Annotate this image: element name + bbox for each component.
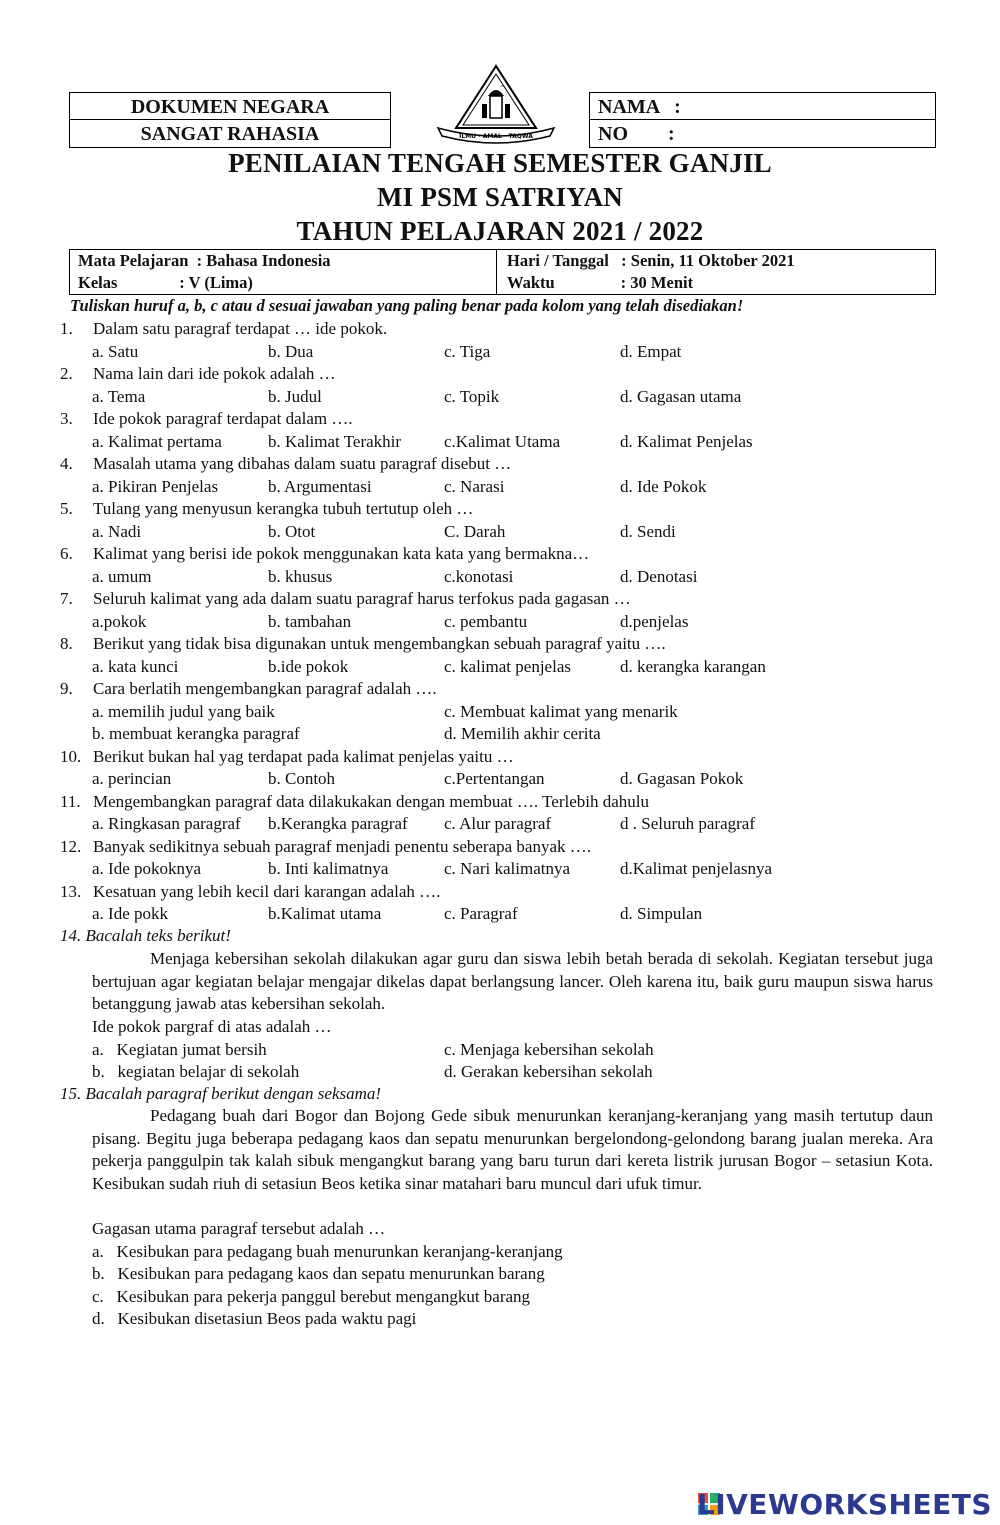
q9-option-b[interactable]: b. membuat kerangka paragraf xyxy=(92,724,300,743)
q14-option-c[interactable]: c. Menjaga kebersihan sekolah xyxy=(444,1040,654,1059)
liveworksheets-watermark[interactable]: LIVEWORKSHEETS xyxy=(696,1488,992,1521)
q11-option-c[interactable]: c. Alur paragraf xyxy=(444,814,552,833)
question-number: 3. xyxy=(60,409,73,428)
q5-option-b[interactable]: b. Otot xyxy=(268,521,316,541)
sangat-rahasia-label: SANGAT RAHASIA xyxy=(140,123,320,145)
q15-option-d[interactable]: d. Kesibukan disetasiun Beos pada waktu pagi xyxy=(92,1309,417,1328)
question-number: 13. xyxy=(60,881,82,901)
q11-option-a[interactable]: a. Ringkasan paragraf xyxy=(92,814,241,833)
q7-option-c[interactable]: c. pembantu xyxy=(444,611,528,631)
q1-option-a[interactable]: a. Satu xyxy=(92,341,139,361)
question-number: 4. xyxy=(60,454,73,473)
q15-question: Gagasan utama paragraf tersebut adalah … xyxy=(92,1219,386,1238)
q15-passage: Pedagang buah dari Bogor dan Bojong Gede sibuk menurunkan keranjang-keranjang yang masih tertutup daun pisang. Begitu juga beberapa pedagang kaos dan sepatu menurunkan bergelondong-gelondong barang jualan mereka. Ara pekerja panggulpin tak kalah sibuk mengangkut barang yang baru turun dari kereta listrik jurusan Bogor – setasiun Kota. Kesibukan sudah riuh di setasiun Beos ketika sinar matahari baru muncul dari ufuk timur. xyxy=(92,1106,933,1193)
q13-option-c[interactable]: c. Paragraf xyxy=(444,904,518,923)
q9-option-a[interactable]: a. memilih judul yang baik xyxy=(92,701,275,721)
question-text: Mengembangkan paragraf data dilakukakan dengan membuat …. Terlebih dahulu xyxy=(93,791,649,811)
q4-option-d[interactable]: d. Ide Pokok xyxy=(620,476,707,496)
question-number: 2. xyxy=(60,364,73,383)
q12-option-d[interactable]: d.Kalimat penjelasnya xyxy=(620,859,773,878)
q11-option-b[interactable]: b.Kerangka paragraf xyxy=(268,814,408,833)
question-1 xyxy=(60,318,387,340)
q15-option-a[interactable]: a. Kesibukan para pedagang buah menurunkan keranjang-keranjang xyxy=(92,1242,563,1261)
q15-option-c[interactable]: c. Kesibukan para pekerja panggul berebut mengangkut barang xyxy=(92,1287,531,1306)
question-8 xyxy=(60,633,666,655)
q14-option-a[interactable]: a. Kegiatan jumat bersih xyxy=(92,1040,267,1059)
academic-year: TAHUN PELAJARAN 2021 / 2022 xyxy=(296,216,704,246)
q2-option-b[interactable]: b. Judul xyxy=(268,386,322,406)
question-number: 1. xyxy=(60,319,73,338)
question-text: Kesatuan yang lebih kecil dari karangan adalah …. xyxy=(93,881,441,901)
header-right-divider xyxy=(589,119,936,120)
q8-option-d[interactable]: d. kerangka karangan xyxy=(620,656,766,676)
dokumen-negara-label: DOKUMEN NEGARA xyxy=(130,96,330,118)
question-2 xyxy=(60,363,336,385)
date-label: Hari / Tanggal : Senin, 11 Oktober 2021 xyxy=(507,251,795,270)
question-text: Seluruh kalimat yang ada dalam suatu paragraf harus terfokus pada gagasan … xyxy=(93,589,631,608)
q6-option-b[interactable]: b. khusus xyxy=(268,566,333,586)
q12-option-a[interactable]: a. Ide pokoknya xyxy=(92,859,202,878)
q10-option-c[interactable]: c.Pertentangan xyxy=(444,769,545,788)
header-left-divider xyxy=(69,119,391,120)
q10-option-a[interactable]: a. perincian xyxy=(92,769,172,788)
question-text: Berikut yang tidak bisa digunakan untuk mengembangkan sebuah paragraf yaitu …. xyxy=(93,634,666,653)
q1-option-d[interactable]: d. Empat xyxy=(620,341,682,361)
q14-passage: Menjaga kebersihan sekolah dilakukan agar guru dan siswa lebih betah berada di sekolah. Kegiatan tersebut juga bertujuan agar kegiatan belajar mengajar dikelas dapat berlangsung lancer. Oleh karena itu, baik guru maupun siswa harus betanggung jawab atas kebersihan sekolah. xyxy=(92,949,933,1014)
question-text: Dalam satu paragraf terdapat … ide pokok. xyxy=(93,319,388,338)
question-text: Banyak sedikitnya sebuah paragraf menjadi penentu seberapa banyak …. xyxy=(93,836,592,856)
q3-option-c[interactable]: c.Kalimat Utama xyxy=(444,431,561,451)
q6-option-c[interactable]: c.konotasi xyxy=(444,566,514,586)
question-text: Tulang yang menyusun kerangka tubuh tertutup oleh … xyxy=(93,499,474,518)
q13-option-b[interactable]: b.Kalimat utama xyxy=(268,904,382,923)
q7-option-d[interactable]: d.penjelas xyxy=(620,611,689,631)
q15-option-b[interactable]: b. Kesibukan para pedagang kaos dan sepatu menurunkan barang xyxy=(92,1264,545,1283)
q2-option-d[interactable]: d. Gagasan utama xyxy=(620,386,742,406)
q5-option-a[interactable]: a. Nadi xyxy=(92,521,142,541)
question-number: 12. xyxy=(60,836,82,856)
q6-option-a[interactable]: a. umum xyxy=(92,566,152,586)
q9-option-d[interactable]: d. Memilih akhir cerita xyxy=(444,724,601,743)
no-field[interactable]: NO : xyxy=(598,123,675,145)
q4-option-b[interactable]: b. Argumentasi xyxy=(268,476,372,496)
question-13 xyxy=(60,881,440,903)
question-number: 6. xyxy=(60,544,73,563)
question-text: Kalimat yang berisi ide pokok menggunakan kata kata yang bermakna… xyxy=(93,544,590,563)
question-number: 8. xyxy=(60,634,73,653)
question-7 xyxy=(60,588,631,610)
question-11 xyxy=(60,791,649,813)
question-number: 11. xyxy=(60,791,81,811)
q14-option-d[interactable]: d. Gerakan kebersihan sekolah xyxy=(444,1062,653,1081)
q3-option-d[interactable]: d. Kalimat Penjelas xyxy=(620,431,753,451)
question-number: 5. xyxy=(60,499,73,518)
q2-option-c[interactable]: c. Topik xyxy=(444,386,500,406)
question-number: 9. xyxy=(60,679,73,698)
question-number: 10. xyxy=(60,746,82,766)
q8-option-c[interactable]: c. kalimat penjelas xyxy=(444,656,571,676)
question-12 xyxy=(60,836,591,858)
nama-field[interactable]: NAMA : xyxy=(598,96,681,118)
q10-option-d[interactable]: d. Gagasan Pokok xyxy=(620,769,744,788)
q8-option-a[interactable]: a. kata kunci xyxy=(92,656,179,676)
class-label: Kelas : V (Lima) xyxy=(78,273,253,292)
info-box-divider xyxy=(496,249,497,295)
q12-option-b[interactable]: b. Inti kalimatnya xyxy=(268,859,389,878)
q3-option-b[interactable]: b. Kalimat Terakhir xyxy=(268,431,402,451)
school-name: MI PSM SATRIYAN xyxy=(376,182,624,212)
q14-heading: 14. Bacalah teks berikut! xyxy=(60,926,231,945)
q6-option-d[interactable]: d. Denotasi xyxy=(620,566,698,586)
question-text: Berikut bukan hal yag terdapat pada kalimat penjelas yaitu … xyxy=(93,746,514,766)
q9-option-c[interactable]: c. Membuat kalimat yang menarik xyxy=(444,701,678,721)
school-emblem-icon xyxy=(432,62,560,146)
time-label: Waktu : 30 Menit xyxy=(507,273,694,292)
q2-option-a[interactable]: a. Tema xyxy=(92,386,146,406)
q4-option-c[interactable]: c. Narasi xyxy=(444,476,505,496)
question-6 xyxy=(60,543,589,565)
svg-text:~: ~ xyxy=(500,83,506,90)
instruction-text: Tuliskan huruf a, b, c atau d sesuai jawaban yang paling benar pada kolom yang telah disediakan! xyxy=(70,296,744,315)
q14-question: Ide pokok pargraf di atas adalah … xyxy=(92,1017,332,1036)
question-5 xyxy=(60,498,473,520)
question-10 xyxy=(60,746,514,768)
q12-option-c[interactable]: c. Nari kalimatnya xyxy=(444,859,571,878)
q7-option-b[interactable]: b. tambahan xyxy=(268,611,352,631)
q10-option-b[interactable]: b. Contoh xyxy=(268,769,336,788)
question-9 xyxy=(60,678,437,700)
question-text: Nama lain dari ide pokok adalah … xyxy=(93,364,336,383)
q1-option-b[interactable]: b. Dua xyxy=(268,341,314,361)
q7-option-a[interactable]: a.pokok xyxy=(92,611,147,631)
question-number: 7. xyxy=(60,589,73,608)
q1-option-c[interactable]: c. Tiga xyxy=(444,341,491,361)
q4-option-a[interactable]: a. Pikiran Penjelas xyxy=(92,476,219,496)
question-3 xyxy=(60,408,353,430)
q15-heading: 15. Bacalah paragraf berikut dengan seksama! xyxy=(60,1084,382,1103)
q14-option-b[interactable]: b. kegiatan belajar di sekolah xyxy=(92,1062,300,1081)
q3-option-a[interactable]: a. Kalimat pertama xyxy=(92,431,222,451)
question-text: Ide pokok paragraf terdapat dalam …. xyxy=(93,409,353,428)
question-text: Masalah utama yang dibahas dalam suatu paragraf disebut … xyxy=(93,454,512,473)
subject-label: Mata Pelajaran : Bahasa Indonesia xyxy=(78,251,331,270)
question-text: Cara berlatih mengembangkan paragraf adalah …. xyxy=(93,679,437,698)
q8-option-b[interactable]: b.ide pokok xyxy=(268,656,349,676)
q13-option-a[interactable]: a. Ide pokk xyxy=(92,904,169,923)
emblem-motto: ILMU - AMAL - TAQWA xyxy=(459,133,533,140)
exam-title: PENILAIAN TENGAH SEMESTER GANJIL xyxy=(228,148,772,178)
q5-option-c[interactable]: C. Darah xyxy=(444,521,506,541)
question-4 xyxy=(60,453,511,475)
q11-option-d[interactable]: d . Seluruh paragraf xyxy=(620,814,756,833)
q13-option-d[interactable]: d. Simpulan xyxy=(620,904,703,923)
q5-option-d[interactable]: d. Sendi xyxy=(620,521,676,541)
